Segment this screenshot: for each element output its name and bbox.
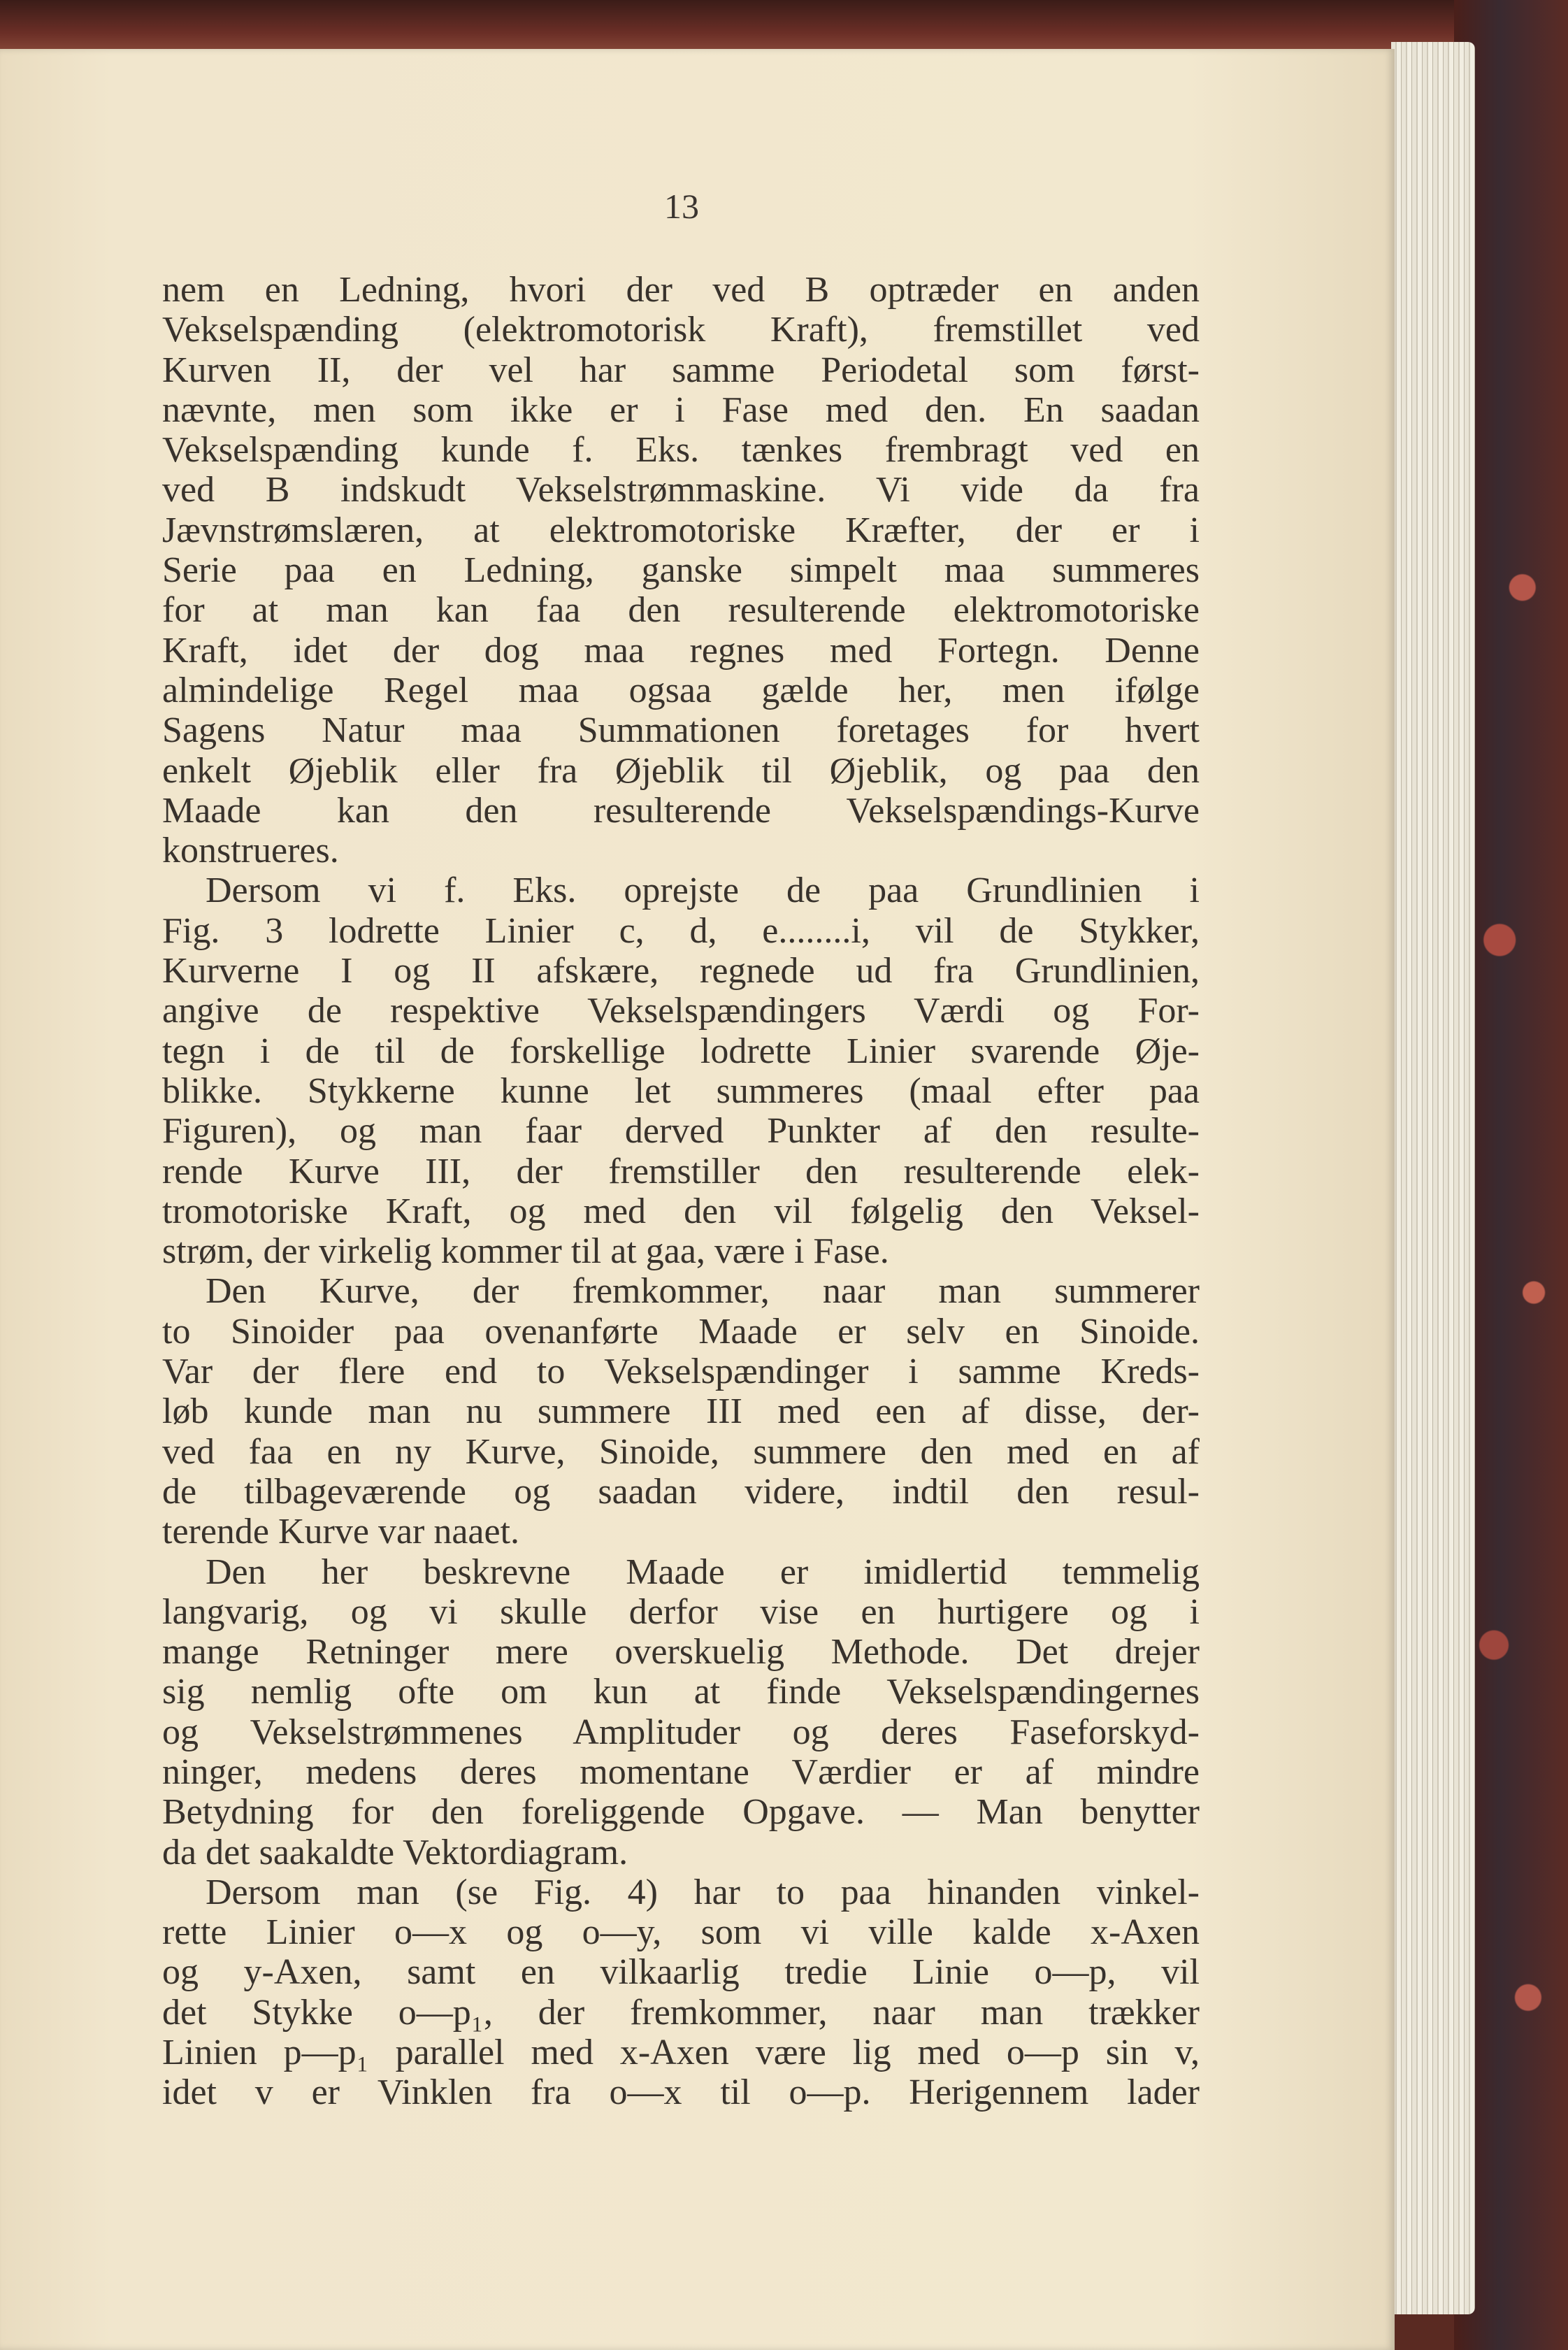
- text-line: strøm, der virkelig kommer til at gaa, være i Fase.: [162, 1231, 889, 1272]
- text-line: terende Kurve var naaet.: [162, 1512, 520, 1552]
- text-line: Jævnstrømslæren, at elektromotoriske Kræfter, der er i: [162, 510, 1200, 550]
- text-line: de tilbageværende og saadan videre, indtil den resul-: [162, 1471, 1200, 1512]
- text-line: mange Retninger mere overskuelig Methode. Det drejer: [162, 1632, 1200, 1672]
- text-line: Dersom man (se Fig. 4) har to paa hinanden vinkel-: [206, 1872, 1200, 1912]
- paragraph: [162, 1552, 1200, 1872]
- text-line: for at man kan faa den resulterende elektromotoriske: [162, 590, 1200, 631]
- text-line: Serie paa en Ledning, ganske simpelt maa summeres: [162, 550, 1200, 591]
- text-line: Kurverne I og II afskære, regnede ud fra Grundlinien,: [162, 951, 1200, 991]
- text-line: ninger, medens deres momentane Værdier er af mindre: [162, 1751, 1200, 1792]
- text-line: løb kunde man nu summere III med een af disse, der-: [162, 1391, 1200, 1432]
- page-edges: [1391, 42, 1475, 2314]
- text-line: almindelige Regel maa ogsaa gælde her, men ifølge: [162, 670, 1200, 710]
- text-line: rende Kurve III, der fremstiller den resulterende elek-: [162, 1151, 1200, 1191]
- body-text: [162, 270, 1200, 2113]
- text-line: da det saakaldte Vektordiagram.: [162, 1832, 628, 1872]
- book-cover-top: [0, 0, 1568, 55]
- text-line: konstrueres.: [162, 831, 339, 871]
- text-line: nem en Ledning, hvori der ved B optræder en anden: [162, 270, 1200, 310]
- text-line: idet v er Vinklen fra o—x til o—p. Herigennem lader: [162, 2072, 1200, 2113]
- paragraph: [162, 870, 1200, 1271]
- text-line: enkelt Øjeblik eller fra Øjeblik til Øjeblik, og paa den: [162, 750, 1200, 791]
- text-line: to Sinoider paa ovenanførte Maade er selv en Sinoide.: [162, 1311, 1200, 1352]
- text-line: ved B indskudt Vekselstrømmaskine. Vi vide da fra: [162, 470, 1200, 510]
- text-line: Betydning for den foreliggende Opgave. — Man benytter: [162, 1792, 1200, 1833]
- text-line: Dersom vi f. Eks. oprejste de paa Grundlinien i: [206, 870, 1200, 911]
- text-line: Linien p—p₁ parallel med x-Axen være lig med o—p sin v,: [162, 2033, 1200, 2073]
- text-line: og y-Axen, samt en vilkaarlig tredie Linie o—p, vil: [162, 1952, 1200, 1993]
- text-line: Sagens Natur maa Summationen foretages for hvert: [162, 710, 1200, 751]
- text-line: Vekselspænding (elektromotorisk Kraft), fremstillet ved: [162, 310, 1200, 350]
- text-line: blikke. Stykkerne kunne let summeres (maal efter paa: [162, 1070, 1200, 1111]
- text-line: det Stykke o—p₁, der fremkommer, naar man trækker: [162, 1992, 1200, 2033]
- text-line: Kurven II, der vel har samme Periodetal som først-: [162, 350, 1200, 390]
- text-line: tromotoriske Kraft, og med den vil følgelig den Veksel-: [162, 1191, 1200, 1231]
- text-line: Fig. 3 lodrette Linier c, d, e........i, vil de Stykker,: [162, 910, 1200, 951]
- text-line: Var der flere end to Vekselspændinger i samme Kreds-: [162, 1352, 1200, 1392]
- text-line: langvarig, og vi skulle derfor vise en hurtigere og i: [162, 1591, 1200, 1632]
- text-line: Den her beskrevne Maade er imidlertid temmelig: [206, 1552, 1200, 1592]
- text-line: ved faa en ny Kurve, Sinoide, summere den med en af: [162, 1431, 1200, 1472]
- text-line: tegn i de til de forskellige lodrette Linier svarende Øje-: [162, 1031, 1200, 1071]
- text-line: Figuren), og man faar derved Punkter af den resulte-: [162, 1111, 1200, 1152]
- text-line: og Vekselstrømmenes Amplituder og deres Faseforskyd-: [162, 1712, 1200, 1752]
- paragraph: [162, 1271, 1200, 1552]
- text-line: angive de respektive Vekselspændingers Værdi og For-: [162, 991, 1200, 1031]
- text-line: Maade kan den resulterende Vekselspændings-Kurve: [162, 790, 1200, 831]
- text-line: sig nemlig ofte om kun at finde Vekselspændingernes: [162, 1672, 1200, 1712]
- text-line: nævnte, men som ikke er i Fase med den. En saadan: [162, 389, 1200, 430]
- text-line: rette Linier o—x og o—y, som vi ville kalde x-Axen: [162, 1912, 1200, 1953]
- paragraph: [162, 1872, 1200, 2113]
- text-line: Vekselspænding kunde f. Eks. tænkes frembragt ved en: [162, 430, 1200, 471]
- text-line: Kraft, idet der dog maa regnes med Fortegn. Denne: [162, 630, 1200, 671]
- text-line: Den Kurve, der fremkommer, naar man summerer: [206, 1271, 1200, 1312]
- paragraph: [162, 270, 1200, 870]
- page-number: 13: [664, 187, 699, 226]
